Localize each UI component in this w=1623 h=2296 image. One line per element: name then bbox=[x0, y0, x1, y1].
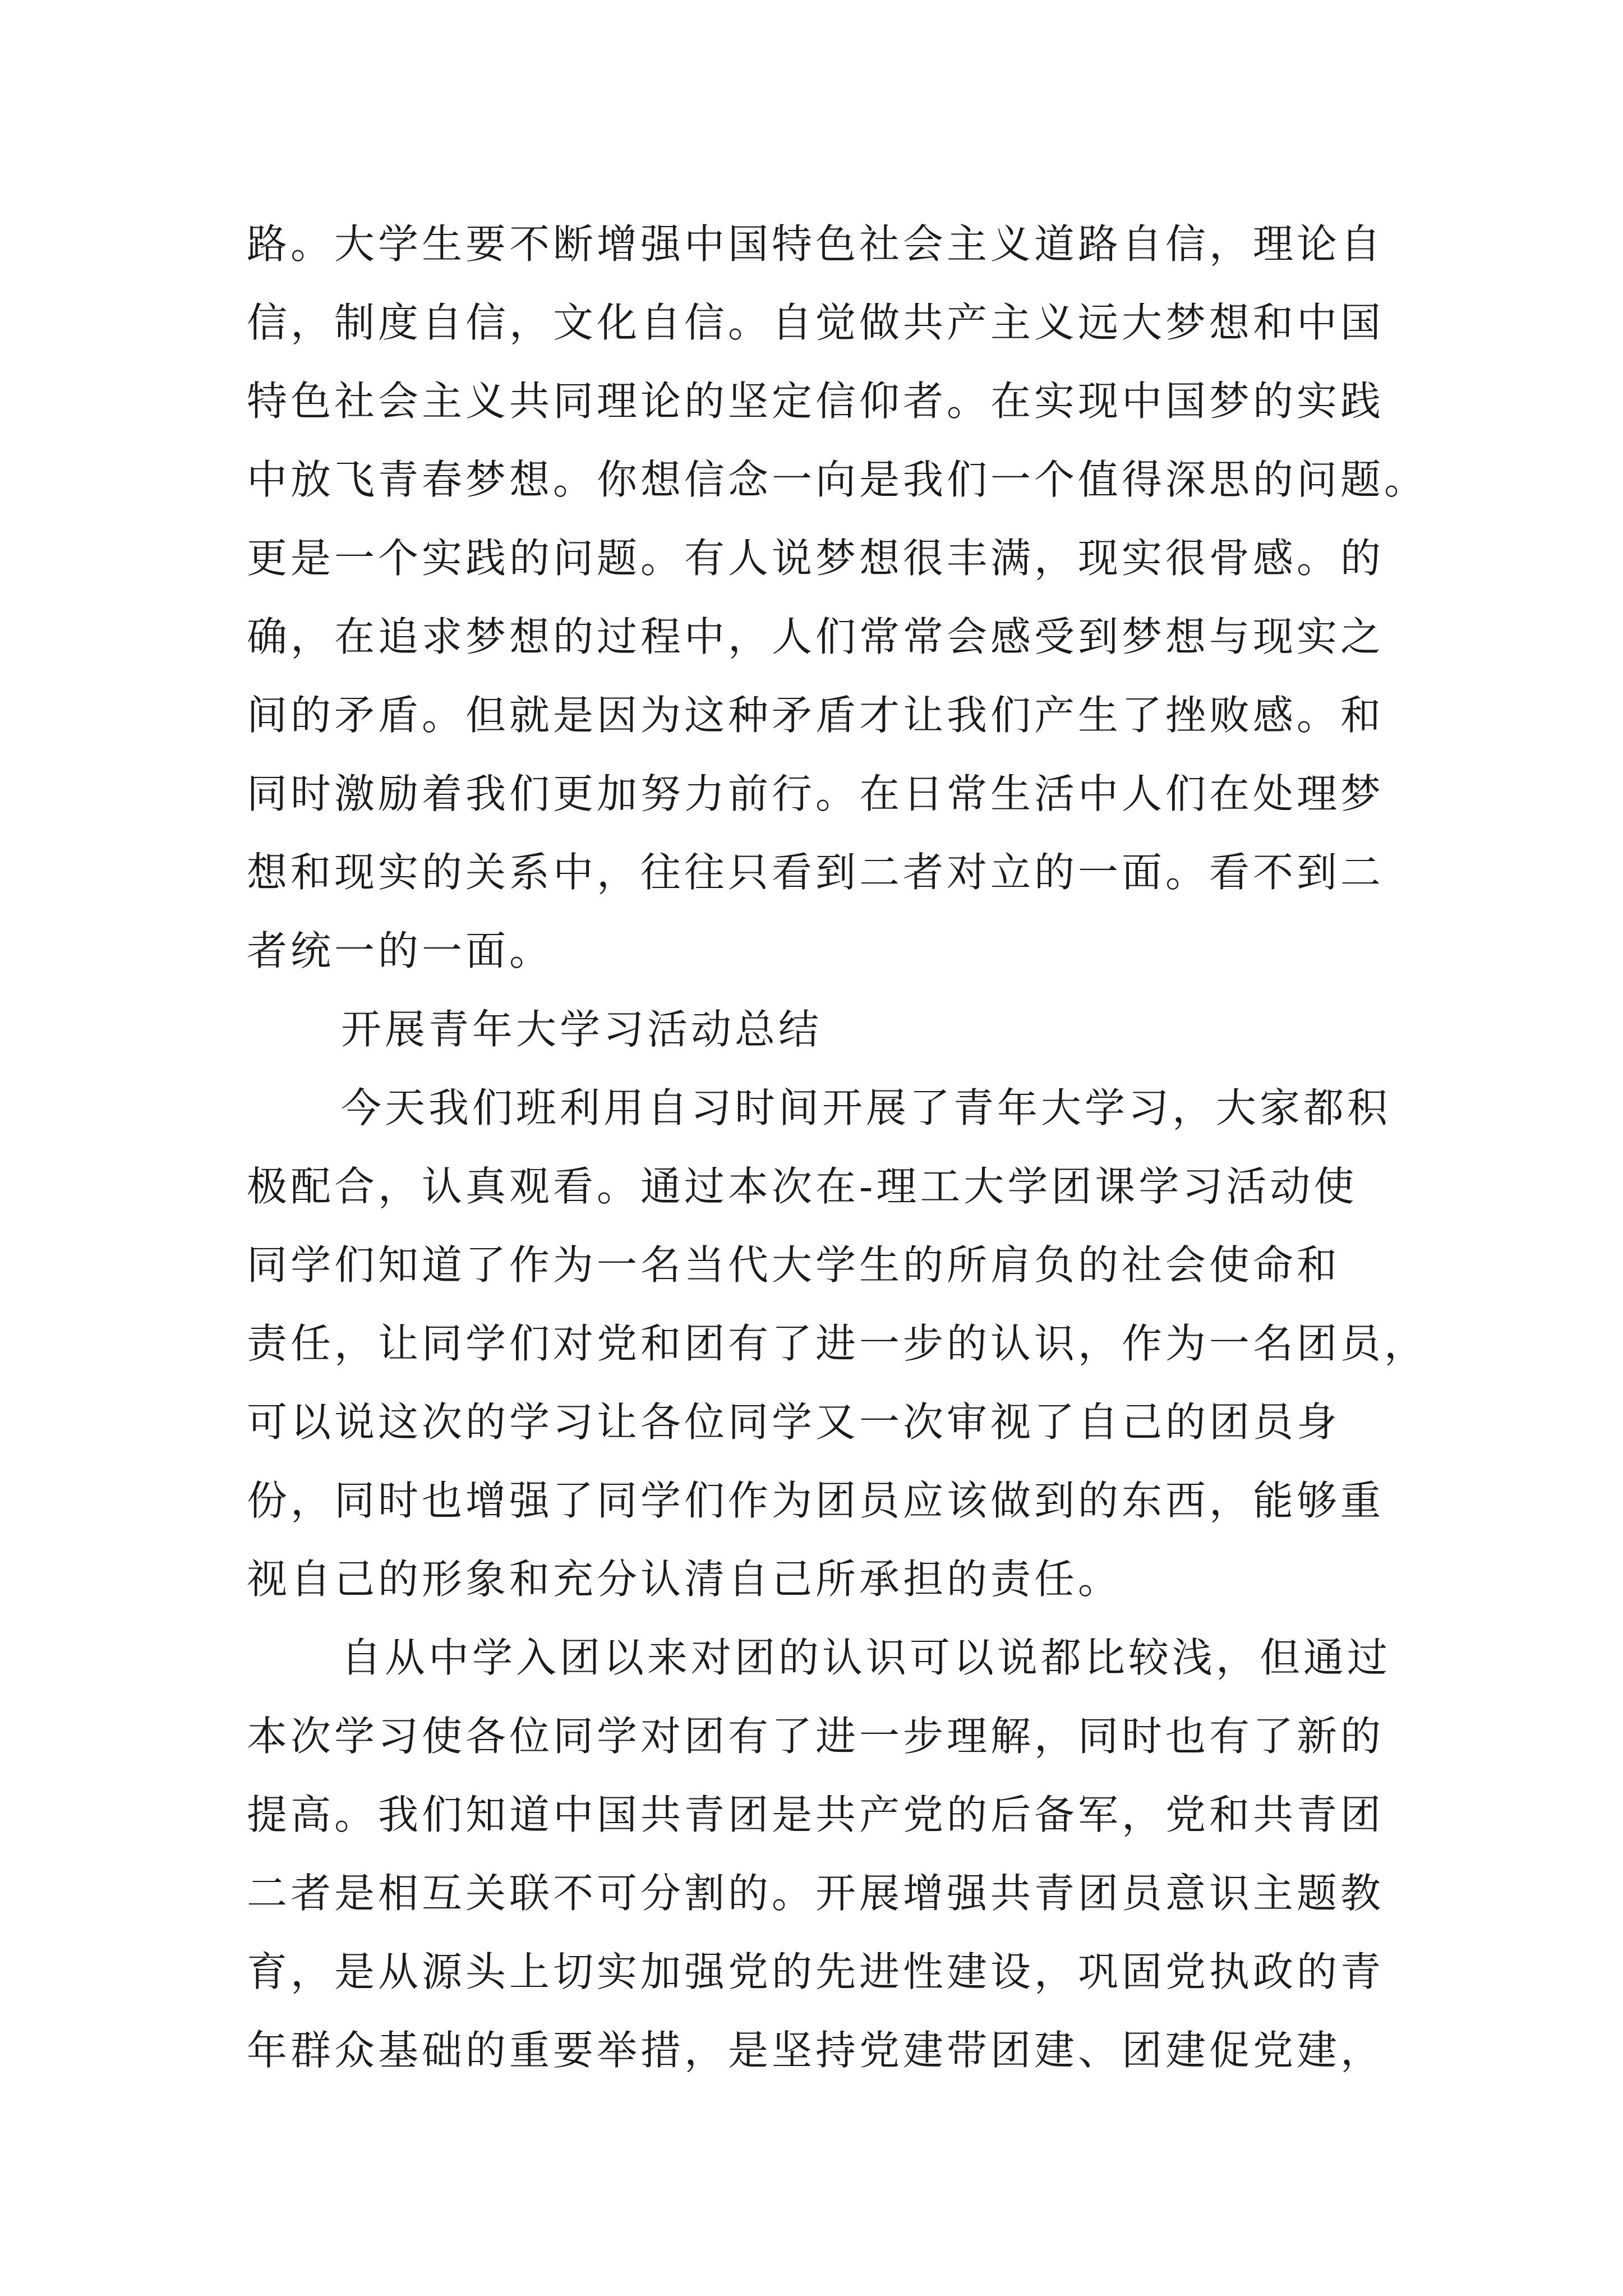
text-line: 二者是相互关联不可分割的。开展增强共青团员意识主题教 bbox=[247, 1870, 1385, 1917]
text-line: 间的矛盾。但就是因为这种矛盾才让我们产生了挫败感。和 bbox=[247, 692, 1385, 739]
paragraph-continuation bbox=[247, 205, 1428, 990]
text-line: 者统一的一面。 bbox=[247, 927, 554, 974]
text-line: 更是一个实践的问题。有人说梦想很丰满，现实很骨感。的 bbox=[247, 535, 1385, 582]
text-line: 责任，让同学们对党和团有了进一步的认识，作为一名团员， bbox=[247, 1320, 1428, 1367]
text-line: 特色社会主义共同理论的坚定信仰者。在实现中国梦的实践 bbox=[247, 378, 1385, 425]
text-line: 极配合，认真观看。通过本次在-理工大学团课学习活动使 bbox=[247, 1163, 1358, 1210]
text-line: 本次学习使各位同学对团有了进一步理解，同时也有了新的 bbox=[247, 1713, 1385, 1760]
section-title: 开展青年大学习活动总结 bbox=[341, 1006, 823, 1053]
text-line: 提高。我们知道中国共青团是共产党的后备军，党和共青团 bbox=[247, 1791, 1385, 1838]
section-heading-block bbox=[247, 990, 1391, 1069]
text-line: 中放飞青春梦想。你想信念一向是我们一个值得深思的问题。 bbox=[247, 456, 1428, 503]
paragraph-2 bbox=[247, 1618, 1391, 2090]
text-line: 确，在追求梦想的过程中，人们常常会感受到梦想与现实之 bbox=[247, 613, 1385, 660]
text-line: 份，同时也增强了同学们作为团员应该做到的东西，能够重 bbox=[247, 1477, 1385, 1524]
text-line: 同时激励着我们更加努力前行。在日常生活中人们在处理梦 bbox=[247, 770, 1385, 817]
text-line: 视自己的形象和充分认清自己所承担的责任。 bbox=[247, 1556, 1122, 1603]
text-line: 可以说这次的学习让各位同学又一次审视了自己的团员身 bbox=[247, 1398, 1341, 1446]
text-line: 育，是从源头上切实加强党的先进性建设，巩固党执政的青 bbox=[247, 1948, 1385, 1995]
text-line: 年群众基础的重要举措，是坚持党建带团建、团建促党建， bbox=[247, 2027, 1385, 2074]
text-line: 信，制度自信，文化自信。自觉做共产主义远大梦想和中国 bbox=[247, 299, 1385, 346]
text-line: 想和现实的关系中，往往只看到二者对立的一面。看不到二 bbox=[247, 849, 1385, 896]
paragraph-1 bbox=[247, 1069, 1428, 1618]
text-line: 同学们知道了作为一名当代大学生的所肩负的社会使命和 bbox=[247, 1241, 1341, 1289]
text-line: 自从中学入团以来对团的认识可以说都比较浅，但通过 bbox=[341, 1634, 1391, 1681]
text-line: 路。大学生要不断增强中国特色社会主义道路自信，理论自 bbox=[247, 220, 1385, 268]
text-line: 今天我们班利用自习时间开展了青年大学习，大家都积 bbox=[341, 1084, 1391, 1131]
